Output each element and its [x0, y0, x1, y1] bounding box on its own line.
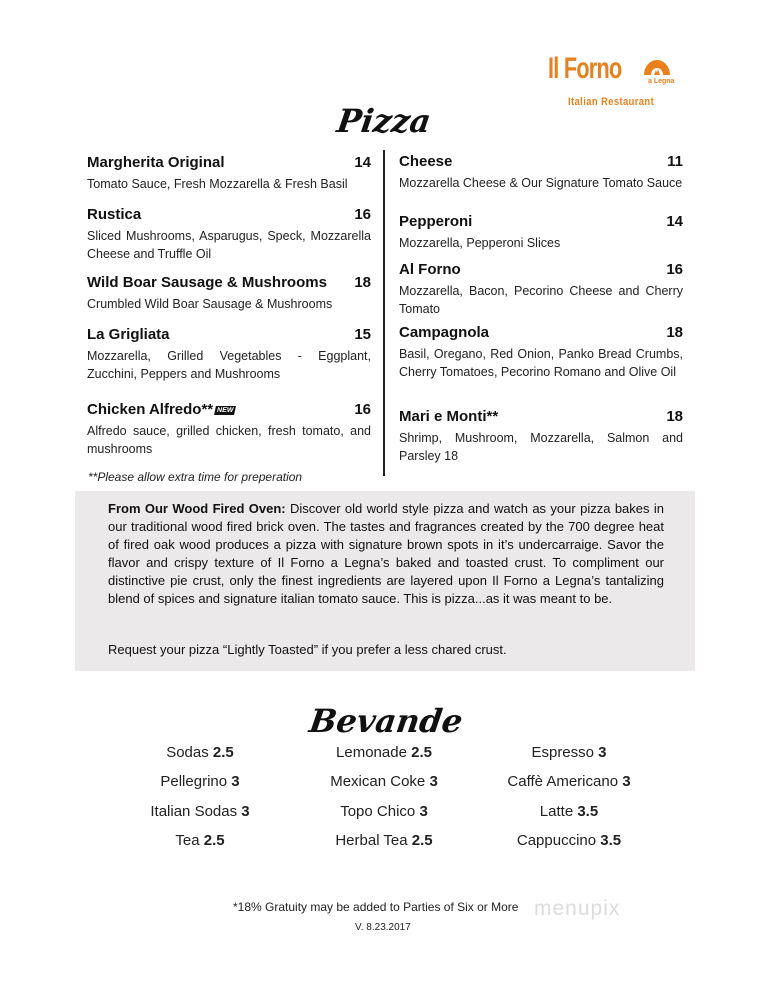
- bev-name: Italian Sodas: [150, 803, 238, 820]
- item-price: 18: [354, 274, 371, 291]
- item-price: 11: [667, 153, 683, 170]
- bev-price: 3: [231, 773, 240, 790]
- beverage-item: [479, 803, 659, 820]
- beverage-item: [294, 773, 474, 790]
- beverage-item: [110, 803, 290, 820]
- item-price: 18: [666, 408, 683, 425]
- menu-item: [399, 153, 683, 192]
- menu-item: [87, 154, 371, 193]
- restaurant-logo: [548, 52, 688, 112]
- beverage-item: [294, 744, 474, 761]
- logo-tagline: a Legna: [648, 78, 675, 85]
- item-name: Wild Boar Sausage & Mushrooms: [87, 274, 327, 291]
- menu-item: [87, 206, 371, 263]
- beverage-item: [479, 832, 659, 849]
- bev-name: Mexican Coke: [330, 773, 426, 790]
- bevande-title: Bevande: [306, 702, 466, 740]
- bev-price: 3.5: [600, 832, 622, 849]
- bev-name: Pellegrino: [160, 773, 228, 790]
- menu-item: [399, 324, 683, 381]
- pizza-title: Pizza: [334, 102, 434, 140]
- toast-request-note: Request your pizza “Lightly Toasted” if you prefer a less chared crust.: [108, 642, 507, 657]
- bev-name: Herbal Tea: [335, 832, 408, 849]
- item-desc: Mozzarella Cheese & Our Signature Tomato Sauce: [399, 176, 683, 190]
- item-price: 16: [666, 261, 683, 278]
- menu-item: [87, 326, 371, 383]
- menu-item: [87, 401, 371, 458]
- bev-name: Topo Chico: [340, 803, 416, 820]
- oven-icon: [642, 56, 672, 76]
- item-desc: Sliced Mushrooms, Asparugus, Speck, Mozzarella Cheese and Truffle Oil: [87, 229, 371, 261]
- new-badge: NEW: [214, 406, 236, 415]
- bev-name: Tea: [175, 832, 200, 849]
- item-name: Campagnola: [399, 324, 490, 341]
- bev-name: Espresso: [531, 744, 594, 761]
- item-desc: Mozzarella, Pepperoni Slices: [399, 236, 561, 250]
- logo-subtitle: Italian Restaurant: [568, 96, 655, 108]
- version-label: V. 8.23.2017: [355, 922, 411, 933]
- item-name: La Grigliata: [87, 326, 170, 343]
- item-name: Pepperoni: [399, 213, 473, 230]
- bev-price: 3: [622, 773, 631, 790]
- item-price: 16: [354, 206, 371, 223]
- item-desc: Mozzarella, Bacon, Pecorino Cheese and Cherry Tomato: [399, 284, 683, 316]
- bev-price: 2.5: [203, 832, 225, 849]
- gratuity-note: *18% Gratuity may be added to Parties of Six or More: [233, 900, 519, 914]
- item-price: 16: [354, 401, 371, 418]
- bev-price: 3: [598, 744, 607, 761]
- bev-price: 2.5: [411, 832, 433, 849]
- beverage-item: [479, 773, 659, 790]
- item-name: Mari e Monti**: [399, 408, 499, 425]
- item-price: 14: [666, 213, 683, 230]
- item-name: Chicken Alfredo**: [87, 401, 214, 418]
- prep-note: **Please allow extra time for preperation: [88, 470, 303, 484]
- item-price: 15: [354, 326, 371, 343]
- item-desc: Tomato Sauce, Fresh Mozzarella & Fresh Basil: [87, 177, 348, 191]
- beverage-item: [479, 744, 659, 761]
- item-desc: Shrimp, Mushroom, Mozzarella, Salmon and Parsley 18: [399, 431, 683, 463]
- item-name: Al Forno: [399, 261, 461, 278]
- item-name: Margherita Original: [87, 154, 225, 171]
- bev-price: 2.5: [411, 744, 432, 761]
- bev-price: 2.5: [212, 744, 234, 761]
- item-desc: Crumbled Wild Boar Sausage & Mushrooms: [87, 297, 333, 311]
- beverage-item: [110, 744, 290, 761]
- beverage-item: [110, 773, 290, 790]
- item-name: Rustica: [87, 206, 142, 223]
- beverage-item: [110, 832, 290, 849]
- menu-item: [87, 274, 371, 313]
- bev-price: 3.5: [577, 803, 599, 820]
- item-desc: Mozzarella, Grilled Vegetables - Eggplant, Zucchini, Peppers and Mushrooms: [87, 349, 371, 381]
- column-divider: [383, 150, 385, 476]
- item-desc: Basil, Oregano, Red Onion, Panko Bread Crumbs, Cherry Tomatoes, Pecorino Romano and Olive Oil: [399, 347, 683, 379]
- bev-name: Sodas: [166, 744, 209, 761]
- menupix-watermark: menupix: [534, 897, 621, 920]
- bev-price: 3: [241, 803, 250, 820]
- oven-description: [108, 500, 664, 608]
- menu-item: [399, 213, 683, 252]
- menu-item: [399, 261, 683, 318]
- menu-item: [399, 408, 683, 465]
- bev-price: 3: [429, 773, 438, 790]
- bev-name: Caffè Americano: [507, 773, 619, 790]
- item-price: 14: [354, 154, 371, 171]
- bev-name: Latte: [539, 803, 574, 820]
- bev-name: Cappuccino: [516, 832, 597, 849]
- beverage-item: [294, 803, 474, 820]
- logo-name: Il Forno: [548, 52, 622, 85]
- bev-name: Lemonade: [336, 744, 407, 761]
- oven-body: Discover old world style pizza and watch as your pizza bakes in our traditional wood fired brick oven. The tastes and fragrances created by the 700 degree heat of fired oak wood produces a pizza with signature brown spots in it’s undercarraige. Savor the flavor and crispy texture of Il Forno a Legna’s baked and toasted crust. To compliment our distinctive pie crust, only the finest ingredients are layered upon Il Forno a Legna’s tantalizing blend of spices and signature italian tomato sauce. This is pizza...as it was meant to be.: [108, 501, 664, 606]
- item-name: Cheese: [399, 153, 453, 170]
- oven-heading: From Our Wood Fired Oven:: [108, 501, 286, 516]
- item-desc: Alfredo sauce, grilled chicken, fresh tomato, and mushrooms: [87, 424, 371, 456]
- item-price: 18: [666, 324, 683, 341]
- bev-price: 3: [419, 803, 428, 820]
- beverage-item: [294, 832, 474, 849]
